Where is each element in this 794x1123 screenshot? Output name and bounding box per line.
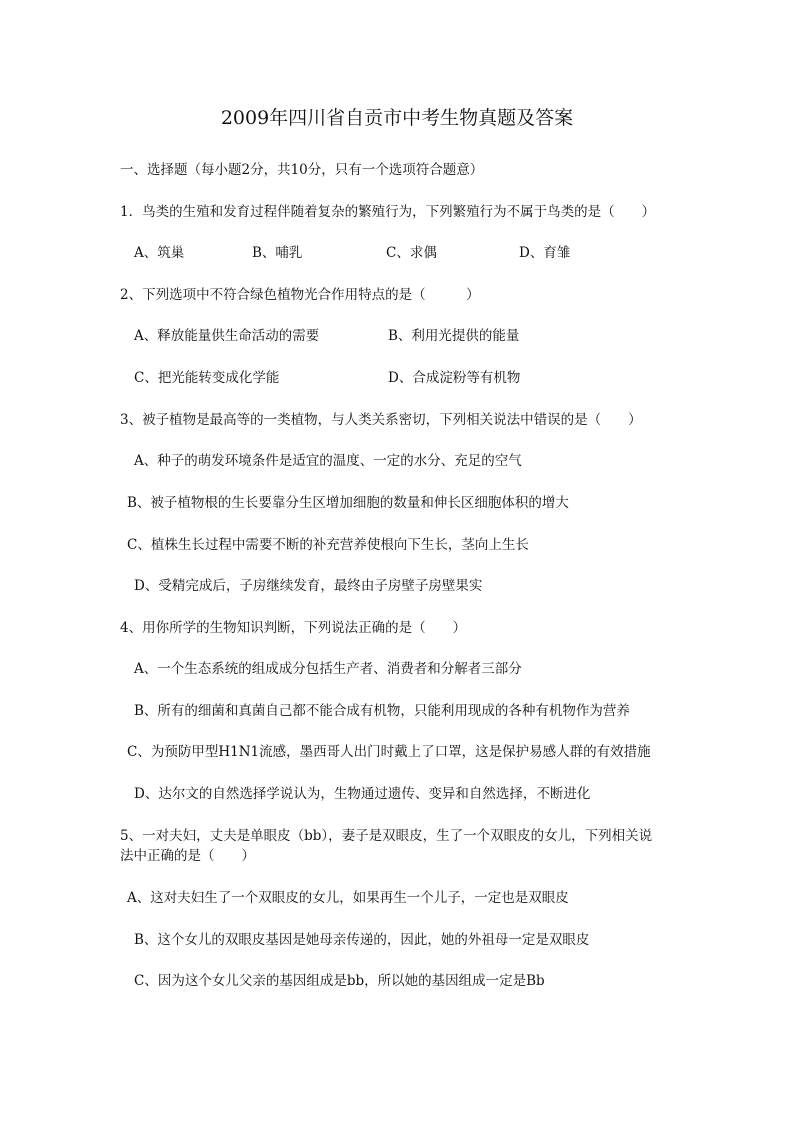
question-5-stem-line-2: 法中正确的是（ ） bbox=[120, 848, 255, 864]
question-3-option-d: D、受精完成后，子房继续发育，最终由子房壁子房壁果实 bbox=[134, 578, 483, 594]
question-2-option-c: C、把光能转变成化学能 bbox=[134, 370, 280, 386]
question-3-option-c: C、植株生长过程中需要不断的补充营养使根向下生长，茎向上生长 bbox=[127, 537, 529, 553]
question-1-option-d: D、育雏 bbox=[519, 245, 571, 261]
question-4-option-b: B、所有的细菌和真菌自己都不能合成有机物，只能利用现成的各种有机物作为营养 bbox=[134, 703, 630, 719]
question-1-option-c: C、求偶 bbox=[386, 245, 437, 261]
question-4-stem: 4、用你所学的生物知识判断，下列说法正确的是（ ） bbox=[120, 620, 467, 636]
question-2-option-b: B、利用光提供的能量 bbox=[388, 328, 520, 344]
section-heading: 一、选择题（每小题2分，共10分，只有一个选项符合题意） bbox=[120, 162, 484, 178]
question-1-option-b: B、哺乳 bbox=[252, 245, 303, 261]
question-1-stem: 1．鸟类的生殖和发育过程伴随着复杂的繁殖行为，下列繁殖行为不属于鸟类的是（ ） bbox=[120, 204, 656, 220]
question-3-option-b: B、被子植物根的生长要靠分生区增加细胞的数量和伸长区细胞体积的增大 bbox=[127, 495, 569, 511]
question-3-option-a: A、种子的萌发环境条件是适宜的温度、一定的水分、充足的空气 bbox=[134, 453, 522, 469]
page-title: 2009年四川省自贡市中考生物真题及答案 bbox=[220, 107, 574, 129]
question-5-stem-line-1: 5、一对夫妇，丈夫是单眼皮（bb），妻子是双眼皮，生了一个双眼皮的女儿，下列相关说 bbox=[120, 828, 653, 844]
question-1-option-a: A、筑巢 bbox=[134, 245, 185, 261]
question-2-option-a: A、释放能量供生命活动的需要 bbox=[134, 328, 320, 344]
question-4-option-c: C、为预防甲型H1N1流感，墨西哥人出门时戴上了口罩，这是保护易感人群的有效措施 bbox=[127, 744, 651, 760]
question-5-option-a: A、这对夫妇生了一个双眼皮的女儿，如果再生一个儿子，一定也是双眼皮 bbox=[127, 890, 569, 906]
question-2-option-d: D、合成淀粉等有机物 bbox=[388, 370, 521, 386]
question-4-option-a: A、一个生态系统的组成成分包括生产者、消费者和分解者三部分 bbox=[134, 661, 522, 677]
question-5-option-b: B、这个女儿的双眼皮基因是她母亲传递的，因此，她的外祖母一定是双眼皮 bbox=[134, 932, 590, 948]
question-5-option-c: C、因为这个女儿父亲的基因组成是bb，所以她的基因组成一定是Bb bbox=[134, 973, 545, 989]
question-4-option-d: D、达尔文的自然选择学说认为，生物通过遗传、变异和自然选择，不断进化 bbox=[134, 786, 591, 802]
question-2-stem: 2、下列选项中不符合绿色植物光合作用特点的是（ ） bbox=[120, 287, 480, 303]
question-3-stem: 3、被子植物是最高等的一类植物，与人类关系密切，下列相关说法中错误的是（ ） bbox=[120, 412, 642, 428]
